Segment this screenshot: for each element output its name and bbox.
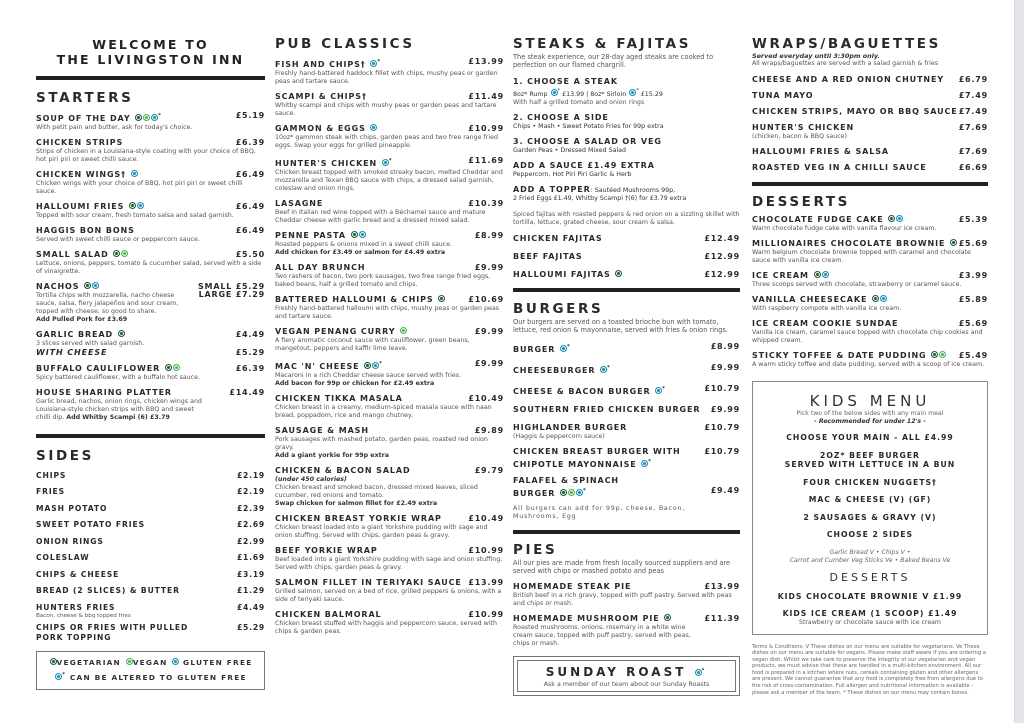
divider — [513, 288, 740, 292]
gluten-free-icon — [822, 271, 829, 278]
vegetarian-icon — [351, 231, 358, 238]
side-item: BREAD (2 SLICES) & BUTTER £1.29 — [36, 586, 265, 595]
burger-item: CHICKEN BREAST BURGER WITH CHIPOTLE MAYONNAISE * £10.79 — [513, 446, 740, 469]
vegetarian-icon — [113, 250, 120, 257]
section-title-burgers: BURGERS — [513, 300, 604, 317]
divider — [36, 434, 265, 438]
dietary-legend: VEGETARIAN VEGAN GLUTEN FREE * CAN BE ALTERED TO GLUTEN FREE — [36, 651, 265, 690]
vegetarian-icon — [364, 362, 371, 369]
dessert-item: CHOCOLATE FUDGE CAKE £5.39 Warm chocolate fudge cake with vanilla flavour ice cream. — [752, 215, 988, 232]
dessert-item: STICKY TOFFEE & DATE PUDDING £5.49 A warm sticky toffee and date pudding, served with a scoop of ice cream. — [752, 351, 988, 368]
vegetarian-icon — [814, 271, 821, 278]
section-title-starters: STARTERS — [36, 90, 134, 106]
menu-item: CHICKEN WINGS† £6.49 Chicken wings with your choice of BBQ, hot piri piri or sweet chilli sauce. — [36, 170, 265, 195]
sides-section: SIDES CHIPS £2.19 FRIES £2.19 MASH POTATO £2.39 SWEET POTATO FRIES £2.69 ONION RINGS £2.99 COLESLAW £1.69 CHIPS & CHEESE £3.19 BREAD (2 SLICES) & BUTTER £1.29 HUNTERS FRIES £4.49 Bacon, cheese & bbq topped fries CHIPS OR FRIES WITH PULLED PORK TOPPING £5.29 — [36, 448, 265, 642]
menu-item: SMALL SALAD £5.50 Lettuce, onions, peppers, tomato & cucumber salad, served with a side of vinaigrette. — [36, 250, 265, 275]
menu-item: FISH AND CHIPS† * £13.99 Freshly hand-battered haddock fillet with chips, mushy peas or garden peas and tartare sauce. — [275, 57, 504, 85]
section-title-sides: SIDES — [36, 448, 94, 464]
side-item: CHIPS £2.19 — [36, 470, 265, 480]
gluten-free-icon — [172, 658, 179, 665]
desserts-list — [752, 215, 988, 369]
fajita-item: CHICKEN FAJITAS £12.49 — [513, 233, 740, 243]
vegan-icon — [568, 489, 575, 496]
vegetarian-icon — [438, 295, 445, 302]
menu-item: CHICKEN TIKKA MASALA £10.49 Chicken breast in a creamy, medium-spiced masala sauce with naan bread, poppadom, rice and mango chutney. — [275, 394, 504, 419]
gluten-free-icon — [880, 295, 887, 302]
vegetarian-icon — [50, 658, 57, 665]
menu-item: BEEF YORKIE WRAP £10.99 Beef loaded into a giant Yorkshire pudding with sage and onion stuffing. Served with chips, garden peas & gravy. — [275, 546, 504, 571]
menu-item: CHICKEN BREAST YORKIE WRAP £10.49 Chicken breast loaded into a giant Yorkshire pudding with sage and onion stuffing. Served with chips, garden peas & gravy. — [275, 514, 504, 539]
menu-item: ALL DAY BRUNCH £9.99 Two rashers of bacon, two pork sausages, two free range fried eggs, baked beans, half a grilled tomato and chips. — [275, 263, 504, 288]
section-title-wraps: WRAPS/BAGUETTES — [752, 36, 941, 52]
menu-item: HALLOUMI FRIES £6.49 Topped with sour cream, fresh tomato salsa and salad garnish. — [36, 202, 265, 219]
vegan-icon — [126, 658, 133, 665]
vegan-icon — [143, 114, 150, 121]
pie-item: HOMEMADE MUSHROOM PIE £11.39 Roasted mushrooms, onions, rosemary in a white wine cream sauce, topped with puff pastry, served with peas, chips or mash. — [513, 614, 740, 648]
gluten-free-icon — [137, 202, 144, 209]
section-title-steaks: STEAKS & FAJITAS — [513, 36, 692, 52]
kids-menu-box: KIDS MENU Pick two of the below sides with any main meal - Recommended for under 12's - CHOOSE YOUR MAIN - ALL £4.99 2OZ* BEEF BURGER SERVED WITH LETTUCE IN A BUN FOUR CHICKEN NUGGETS† MAC & CHEESE (V) (GF) 2 SAUSAGES & GRAVY (V) CHOOSE 2 SIDES Garlic Bread V • Chips V • Carrot and Cumber Veg Sticks Ve • Baked Beans Ve DESSERTS KIDS CHOCOLATE BROWNIE V £1.99 KIDS ICE CREAM (1 SCOOP) £1.49 Strawberry or chocolate sauce with ice cream — [752, 381, 988, 635]
gluten-free-icon — [560, 345, 567, 352]
gluten-free-icon — [131, 170, 138, 177]
column-3: STEAKS & FAJITAS The steak experience, our 28-day aged steaks are cooked to perfection on our flamed chargrill. 1. CHOOSE A STEAK 8oz* Rump * £13.99 | 8oz* Sirloin * £15.29 With half a grilled tomato and onion rings 2. CHOOSE A SIDE Chips • Mash • Sweet Potato Fries for 99p extra 3. CHOOSE A SALAD OR VEG Garden Peas • Dressed Mixed Salad ADD A SAUCE £1.49 EXTRA Peppercorn, Hot Piri Piri Garlic & Herb ADD A TOPPER: Sautéed Mushrooms 99p, 2 Fried Eggs £1.49, Whitby Scampi †(6) for £3.79 extra Spiced fajitas with roasted peppers & red onion on a sizzling skillet with tortilla, lettuce, grated cheese, sour cream & salsa. CHICKEN FAJITAS £12.49 BEEF FAJITAS £12.99 HALLOUMI FAJITAS £12.99 BURGERS Our burgers are served on a toasted brioche bun with tomato, lettuce, red onion & mayonnaise, served with fries & onion rings. BURGER * £8.99 CHEESEBURGER * £9.99 CHEESE & BACON BURGER * £10.79 SOUTHERN FRIED CHICKEN BURGER £9.99 HIGHLANDER BURGER £10.79 (Haggis & peppercorn sauce) CHICKEN BREAST BURGER WITH CHIPOTLE MAYONNAISE * £10.79 FALAFEL & SPINACH BURGER * £9.49 All burgers can add for 99p, cheese, Bacon, Mushrooms, Egg PIES All our pies are made from fresh locally sourced suppliers and are served with chips or mashed potato and peas HOMEMADE STEAK PIE £13.99 British beef in a rich gravy, topped with puff pastry. Served with peas and chips or mash. HOMEMADE MUSHROOM PIE £11.39 Roasted mushrooms, onions, rosemary in a white wine cream sauce, topped with puff pastry, served with peas, chips or mash. SUNDAY ROAST * Ask a member of our team about our Sunday Roasts — [513, 0, 740, 696]
fajita-item: BEEF FAJITAS £12.99 — [513, 251, 740, 261]
menu-item: VEGAN PENANG CURRY £9.99 A fiery aromatic coconut sauce with cauliflower, green beans, mangetout, peppers and kaffir lime leave. — [275, 327, 504, 352]
column-1 — [36, 0, 265, 690]
divider — [513, 530, 740, 534]
vegan-icon — [400, 327, 407, 334]
burger-item: SOUTHERN FRIED CHICKEN BURGER £9.99 — [513, 404, 740, 414]
terms-and-conditions: Terms & Conditions: V These dishes on our menu are suitable for vegetarians. Ve These dishes on our menu are suitable for vegans. Please make staff aware if you are ordering a vegan dish. Whilst we take care to preserve the integrity of our vegetarian and vegan products, we must advise that these are handled in a multi-kitchen environment. All our food is prepared in a kitchen where nuts, cereals containing gluten and other allergens are present. We cannot guarantee that any food is completely free from allergens due to the risk of cross-contamination. Full allergen and nutritional information is available - please ask a member of the team. * These dishes on our menu may contain bones. — [752, 643, 986, 696]
gluten-free-icon — [370, 124, 377, 131]
menu-item: LASAGNE £10.39 Beef in Italian red wine topped with a Béchamel sauce and mature Cheddar cheese with garlic bread and a dressed mixed salad. — [275, 199, 504, 224]
dessert-item: VANILLA CHEESECAKE £5.89 With raspberry compote with vanilla ice cream. — [752, 295, 988, 312]
vegetarian-icon — [872, 295, 879, 302]
fajita-item: HALLOUMI FAJITAS £12.99 — [513, 269, 740, 279]
side-item: ONION RINGS £2.99 — [36, 536, 265, 546]
menu-item: CHICKEN STRIPS £6.39 Strips of chicken in a Louisiana-style coating with your choice of BBQ, hot piri piri or sweet chilli sauce. — [36, 138, 265, 163]
gluten-free-icon — [551, 89, 558, 96]
side-item: FRIES £2.19 — [36, 487, 265, 496]
burger-item: BURGER * £8.99 — [513, 341, 740, 354]
wrap-item: ROASTED VEG IN A CHILLI SAUCE £6.69 — [752, 163, 988, 172]
section-title-desserts: DESSERTS — [752, 194, 851, 210]
menu-item: NACHOS SMALL £5.29 LARGE £7.29 Tortilla chips with mozzarella, nacho cheese sauce, salsa, fiery jalapeños and sour cream, topped with cheese, so good to share. Add Pulled Pork for £3.69 — [36, 282, 265, 323]
side-item: HUNTERS FRIES £4.49 — [36, 602, 265, 612]
vegetarian-icon — [931, 351, 938, 358]
gluten-free-icon — [359, 231, 366, 238]
menu-item: SCAMPI & CHIPS† £11.49 Whitby scampi and chips with mushy peas or garden peas and tartare sauce. — [275, 92, 504, 117]
vegan-icon — [173, 364, 180, 371]
steak-step: ADD A SAUCE £1.49 EXTRA Peppercorn, Hot Piri Piri Garlic & Herb — [513, 160, 655, 178]
side-item: SWEET POTATO FRIES £2.69 — [36, 520, 265, 529]
vegetarian-icon — [615, 270, 622, 277]
wrap-item: HALLOUMI FRIES & SALSA £7.69 — [752, 147, 988, 156]
side-item: COLESLAW £1.69 — [36, 553, 265, 562]
steak-step: 2. CHOOSE A SIDE Chips • Mash • Sweet Potato Fries for 99p extra — [513, 112, 664, 130]
menu-item: BUFFALO CAULIFLOWER £6.39 Spicy battered cauliflower, with a buffalo hot sauce. — [36, 364, 265, 381]
dessert-item: ICE CREAM £3.99 Three scoops served with chocolate, strawberry or caramel sauce. — [752, 271, 988, 288]
menu-item: HAGGIS BON BONS £6.49 Served with sweet chilli sauce or peppercorn sauce. — [36, 226, 265, 243]
vegetarian-icon — [135, 114, 142, 121]
menu-item: SALMON FILLET IN TERIYAKI SAUCE £13.99 Grilled salmon, served on a bed of rice, grilled peppers & onions, with a side of teriyaki sauce. — [275, 578, 504, 603]
vegetarian-icon — [84, 282, 91, 289]
welcome-title: WELCOME TO THE LIVINGSTON INN — [56, 37, 245, 67]
vegetarian-icon — [950, 239, 957, 246]
dessert-item: ICE CREAM COOKIE SUNDAE £5.69 Vanilla ice cream, caramel sauce topped with chocolate chip cookies and whipped cream. — [752, 319, 988, 344]
steak-step: 3. CHOOSE A SALAD OR VEG Garden Peas • Dressed Mixed Salad — [513, 136, 662, 154]
wrap-item: CHEESE AND A RED ONION CHUTNEY £6.79 — [752, 75, 988, 84]
menu-item: PENNE PASTA £8.99 Roasted peppers & onions mixed in a sweet chilli sauce. Add chicken for £3.49 or salmon for £4.49 extra — [275, 231, 504, 256]
dessert-item: MILLIONAIRES CHOCOLATE BROWNIE £5.69 Warm belgium chocolate brownie topped with caramel and chocolate sauce with vanilla ice cream. — [752, 239, 988, 264]
vegetarian-icon — [165, 364, 172, 371]
divider — [36, 76, 265, 80]
menu-item: MAC 'N' CHEESE * £9.99 Macaroni in a rich Cheddar cheese sauce served with fries. Add bacon for 99p or chicken for £2.49 extra — [275, 359, 504, 387]
pub-classics-list — [275, 57, 504, 636]
menu-item: HUNTER'S CHICKEN * £11.69 Chicken breast topped with smoked streaky bacon, melted Cheddar and mozzarella and Texan BBQ sauce with chips, a dressed salad garnish, coleslaw and onion rings. — [275, 156, 504, 192]
steak-step: 1. CHOOSE A STEAK 8oz* Rump * £13.99 | 8oz* Sirloin * £15.29 With half a grilled tomato and onion rings — [513, 76, 663, 106]
column-2 — [275, 0, 504, 636]
vegan-icon — [939, 351, 946, 358]
gluten-free-icon — [896, 215, 903, 222]
gluten-free-icon — [576, 489, 583, 496]
vegetarian-icon — [888, 215, 895, 222]
wrap-item: HUNTER'S CHICKEN £7.69 — [752, 123, 988, 132]
section-title-pub-classics: PUB CLASSICS — [275, 36, 415, 52]
vegan-icon — [121, 250, 128, 257]
menu-item: GARLIC BREAD £4.49 3 slices served with salad garnish. WITH CHEESE £5.29 — [36, 330, 265, 357]
wrap-item: TUNA MAYO £7.49 — [752, 91, 988, 100]
burger-item: CHEESE & BACON BURGER * £10.79 — [513, 383, 740, 396]
burger-item: CHEESEBURGER * £9.99 — [513, 362, 740, 375]
menu-item: SOUP OF THE DAY * £5.19 With petit pain and butter, ask for today's choice. — [36, 111, 265, 131]
menu-item: CHICKEN & BACON SALAD £9.79 (under 450 calories) Chicken breast and smoked bacon, dressed mixed leaves, sliced cucumber, red onions and tomato. Swap chicken for salmon fillet for £2.49 extra — [275, 466, 504, 507]
vegetarian-icon — [664, 614, 671, 621]
vegetarian-icon — [118, 330, 125, 337]
burger-item: FALAFEL & SPINACH BURGER * £9.49 — [513, 475, 740, 498]
burger-item: HIGHLANDER BURGER £10.79 (Haggis & peppercorn sauce) — [513, 422, 740, 440]
vegetarian-icon — [129, 202, 136, 209]
side-item: MASH POTATO £2.39 — [36, 503, 265, 513]
wrap-item: CHICKEN STRIPS, MAYO OR BBQ SAUCE £7.49 — [752, 107, 988, 116]
pie-item: HOMEMADE STEAK PIE £13.99 British beef in a rich gravy, topped with puff pastry. Served with peas and chips or mash. — [513, 582, 740, 608]
sunday-roast-box: SUNDAY ROAST * Ask a member of our team about our Sunday Roasts — [513, 656, 740, 696]
gluten-free-icon — [92, 282, 99, 289]
divider — [752, 182, 988, 186]
menu-item: CHICKEN BALMORAL £10.99 Chicken breast stuffed with haggis and peppercorn sauce, served with chips & garden peas. — [275, 610, 504, 635]
menu-item: BATTERED HALLOUMI & CHIPS £10.69 Freshly hand-battered halloumi with chips, mushy peas or garden peas and tartare sauce. — [275, 295, 504, 320]
column-4: WRAPS/BAGUETTES Served everyday until 3:30pm only. All wraps/baguettes are served with a salad garnish & fries CHEESE AND A RED ONION CHUTNEY £6.79 TUNA MAYO £7.49 CHICKEN STRIPS, MAYO OR BBQ SAUCE £7.49 HUNTER'S CHICKEN £7.69 (chicken, bacon & BBQ sauce) HALLOUMI FRIES & SALSA £7.69 ROASTED VEG IN A CHILLI SAUCE £6.69 DESSERTS CHOCOLATE FUDGE CAKE £5.39 Warm chocolate fudge cake with vanilla flavour ice cream. MILLIONAIRES CHOCOLATE BROWNIE £5.69 Warm belgium chocolate brownie topped with caramel and chocolate sauce with vanilla ice cream. ICE CREAM £3.99 Three scoops served with chocolate, strawberry or caramel sauce. VANILLA CHEESECAKE £5.89 With raspberry compote with vanilla ice cream. ICE CREAM COOKIE SUNDAE £5.69 Vanilla ice cream, caramel sauce topped with chocolate chip cookies and whipped cream. STICKY TOFFEE & DATE PUDDING £5.49 A warm sticky toffee and date pudding, served with a scoop of ice cream. KIDS MENU Pick two of the below sides with any main meal - Recommended for under 12's - CHOOSE YOUR MAIN - ALL £4.99 2OZ* BEEF BURGER SERVED WITH LETTUCE IN A BUN FOUR CHICKEN NUGGETS† MAC & CHEESE (V) (GF) 2 SAUSAGES & GRAVY (V) CHOOSE 2 SIDES Garlic Bread V • Chips V • Carrot and Cumber Veg Sticks Ve • Baked Beans Ve DESSERTS KIDS CHOCOLATE BROWNIE V £1.99 KIDS ICE CREAM (1 SCOOP) £1.49 Strawberry or chocolate sauce with ice cream Terms & Conditions: V These dishes on our menu are suitable for vegetarians. Ve These dishes on our menu are suitable for vegans. Please make staff aware if you are ordering a vegan dish. Whilst we take care to preserve the integrity of our vegetarian and vegan products, we must advise that these are handled in a multi-kitchen environment. All our food is prepared in a kitchen where nuts, cereals containing gluten and other allergens are present. We cannot guarantee that any food is completely free from allergens due to the risk of cross-contamination. Full allergen and nutritional information is available - please ask a member of the team. * These dishes on our menu may contain bones. — [752, 36, 988, 696]
section-title-pies: PIES — [513, 541, 558, 558]
steak-step: ADD A TOPPER: Sautéed Mushrooms 99p, 2 Fried Eggs £1.49, Whitby Scampi †(6) for £3.79 extra — [513, 184, 687, 202]
menu-item: HOUSE SHARING PLATTER £14.49 Garlic bread, nachos, onion rings, chicken wings and Louisiana-style chicken strips with BBQ and sweet chilli dip. Add Whitby Scampi (6) £3.79 — [36, 388, 265, 421]
vegetarian-icon — [560, 489, 567, 496]
gluten-free-icon — [382, 159, 389, 166]
gluten-free-icon — [695, 669, 702, 676]
menu-item: SAUSAGE & MASH £9.89 Pork sausages with mashed potato, garden peas, roasted red onion gravy. Add a giant yorkie for 99p extra — [275, 426, 504, 459]
side-item: CHIPS OR FRIES WITH PULLED PORK TOPPING £5.29 — [36, 622, 265, 642]
page-edge — [1014, 0, 1024, 723]
side-item: CHIPS & CHEESE £3.19 — [36, 569, 265, 579]
menu-item: GAMMON & EGGS £10.99 10oz* gammon steak with chips, garden peas and two free range fried eggs. Swap your eggs for grilled pineapple. — [275, 124, 504, 149]
